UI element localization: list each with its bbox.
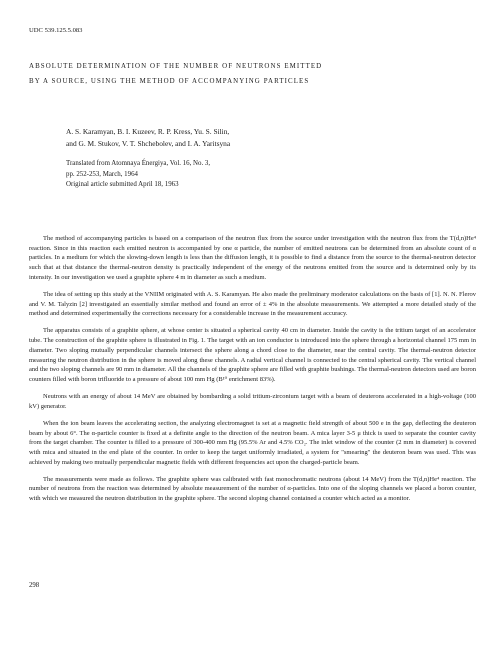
translation-note xyxy=(66,159,210,191)
title-line: BY A SOURCE, USING THE METHOD OF ACCOMPANYING PARTICLES xyxy=(29,78,310,85)
page-number: 298 xyxy=(29,582,40,589)
translation-line: pp. 252-253, March, 1964 xyxy=(66,170,138,178)
translation-line: Translated from Atomnaya Énergiya, Vol. 16, No. 3, xyxy=(66,160,211,167)
body-paragraph: Neutrons with an energy of about 14 MeV are obtained by bombarding a solid tritium-zirconium target with a beam of deuterons accelerated in a high-voltage (100 kV) generator. xyxy=(29,393,476,410)
article-title xyxy=(29,59,469,89)
author-line: A. S. Karamyan, B. I. Kuzeev, R. P. Kress, Yu. S. Silin, xyxy=(66,127,230,136)
article-body xyxy=(29,234,476,511)
body-paragraph: The measurements were made as follows. The graphite sphere was calibrated with fast monochromatic neutrons (about 14 MeV) from the T(d,n)He⁴ reaction. The number of neutrons from the reaction was determined by absolute measurement of the number of α-particles. Into one of the sloping channels we placed a boron counter, with which we measured the neutron distribution in the graphite sphere. The second sloping channel contained a counter which acted as a monitor. xyxy=(29,475,476,503)
body-paragraph: When the ion beam leaves the accelerating section, the analyzing electromagnet is set at a magnetic field strength of about 500 e in the gap, deflecting the deuteron beam by about 6°. The α-particle counter is fixed at a definite angle to the direction of the neutron beam. A mica layer 3-5 μ thick is used to separate the counter cavity from the target chamber. The counter is filled to a pressure of 300-400 mm Hg (95.5% Ar and 4.5% CO₂. The inlet window of the counter (2 mm in diameter) is covered with mica and situated in the end plate of the counter. In order to keep the target uniformly irradiated, a system for "smearing" the deuteron beam was used. This was achieved by making two mutually perpendicular magnetic fields with different frequencies act upon the charged-particle beam. xyxy=(29,419,476,466)
body-paragraph: The method of accompanying particles is based on a comparison of the neutron flux from the source under investigation with the neutron flux from the T(d,n)He⁴ reaction. Since in this reaction each emitted neutron is accompanied by one α particle, the number of emitted neutrons can be determined from an absolute count of α particles. In a medium for which the slowing-down length is less than the diffusion length, it is possible to find a distance from the source to the thermal-neutron detector such that at that distance the thermal-neutron density is practically independent of the energy of the neutrons emitted from the source and is determined only by its intensity. In our investigation we used a graphite sphere 4 m in diameter as such a medium. xyxy=(29,235,476,281)
author-list xyxy=(66,126,230,150)
udc-code: UDC 539.125.5.083 xyxy=(29,27,83,34)
translation-line: Original article submitted April 18, 1963 xyxy=(66,181,179,188)
body-paragraph: The idea of setting up this study at the VNIIM originated with A. S. Karamyan. He also made the preliminary moderator calculations on the basis of [1]. N. N. Flerov and V. M. Talyzin [2] investigated an essentially similar method and found an error of ± 4% in the absolute measurements. We attempted a more detailed study of the method and determined experimentally the corrections necessary for a considerable increase in the measurement accuracy. xyxy=(29,290,476,318)
body-paragraph: The apparatus consists of a graphite sphere, at whose center is situated a spherical cavity 40 cm in diameter. Inside the cavity is the tritium target of an accelerator tube. The construction of the graphite sphere is illustrated in Fig. 1. The target with an ion conductor is introduced into the sphere through a horizontal channel 175 mm in diameter. Two sloping mutually perpendicular channels intersect the sphere along a chord close to the diameter, near the central cavity. The thermal-neutron detector measuring the neutron distribution in the sphere is moved along these channels. A radial vertical channel is connected to the central spherical cavity. The vertical channel and the two sloping channels are 90 mm in diameter. All the channels of the graphite sphere are filled with graphite bushings. The thermal-neutron detectors used are boron counters filled with boron trifluoride to a pressure of about 100 mm Hg (B¹⁰ enrichment 83%). xyxy=(29,327,476,383)
author-line: and G. M. Stukov, V. T. Shchebolev, and I. A. Yaritsyna xyxy=(66,139,231,148)
title-line: ABSOLUTE DETERMINATION OF THE NUMBER OF NEUTRONS EMITTED xyxy=(29,63,323,70)
